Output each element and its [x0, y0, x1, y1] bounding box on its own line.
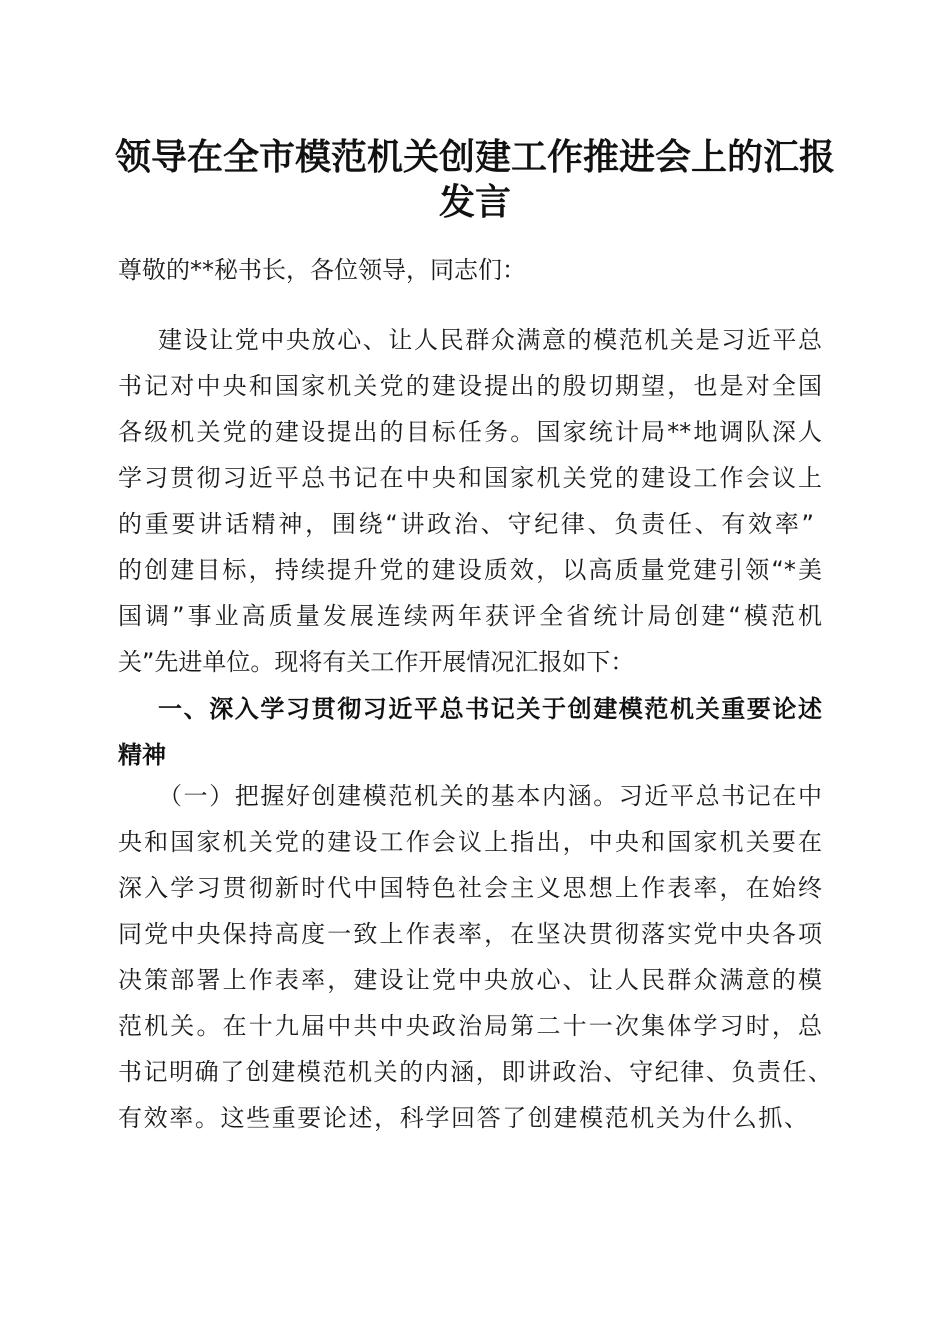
- paragraph-line: 央和国家机关党的建设工作会议上指出，中央和国家机关要在: [118, 828, 822, 856]
- document-title-line-2: 发言: [438, 181, 511, 223]
- paragraph-line: 建设让党中央放心、让人民群众满意的模范机关是习近平总: [158, 326, 822, 354]
- document-title-line-1: 领导在全市模范机关创建工作推进会上的汇报: [114, 136, 835, 178]
- paragraph-line: 同党中央保持高度一致上作表率，在坚决贯彻落实党中央各项: [118, 920, 822, 948]
- paragraph-line: 书记对中央和国家机关党的建设提出的殷切期望，也是对全国: [118, 372, 822, 400]
- paragraph-line: 有效率。这些重要论述，科学回答了创建模范机关为什么抓、: [118, 1104, 808, 1132]
- salutation: 尊敬的**秘书长，各位领导，同志们：: [118, 256, 526, 284]
- section-heading-line-1: 一、深入学习贯彻习近平总书记关于创建模范机关重要论述: [158, 695, 822, 723]
- section-heading-line-2: 精神: [118, 741, 166, 769]
- paragraph-line: 书记明确了创建模范机关的内涵，即讲政治、守纪律、负责任、: [118, 1058, 832, 1086]
- paragraph-line: 国调”事业高质量发展连续两年获评全省统计局创建“模范机: [118, 602, 822, 630]
- paragraph-line: 学习贯彻习近平总书记在中央和国家机关党的建设工作会议上: [118, 464, 822, 492]
- paragraph-line: 的创建目标，持续提升党的建设质效，以高质量党建引领“*美: [118, 556, 822, 584]
- paragraph-line: 的重要讲话精神，围绕“讲政治、守纪律、负责任、有效率”: [118, 510, 814, 538]
- paragraph-line: （一）把握好创建模范机关的基本内涵。习近平总书记在中: [158, 782, 822, 810]
- paragraph-line: 决策部署上作表率，建设让党中央放心、让人民群众满意的模: [118, 966, 822, 994]
- paragraph-line: 关”先进单位。现将有关工作开展情况汇报如下：: [118, 648, 635, 676]
- paragraph-line: 深入学习贯彻新时代中国特色社会主义思想上作表率，在始终: [118, 874, 822, 902]
- paragraph-line: 范机关。在十九届中共中央政治局第二十一次集体学习时，总: [118, 1012, 822, 1040]
- paragraph-line: 各级机关党的建设提出的目标任务。国家统计局**地调队深人: [118, 418, 822, 446]
